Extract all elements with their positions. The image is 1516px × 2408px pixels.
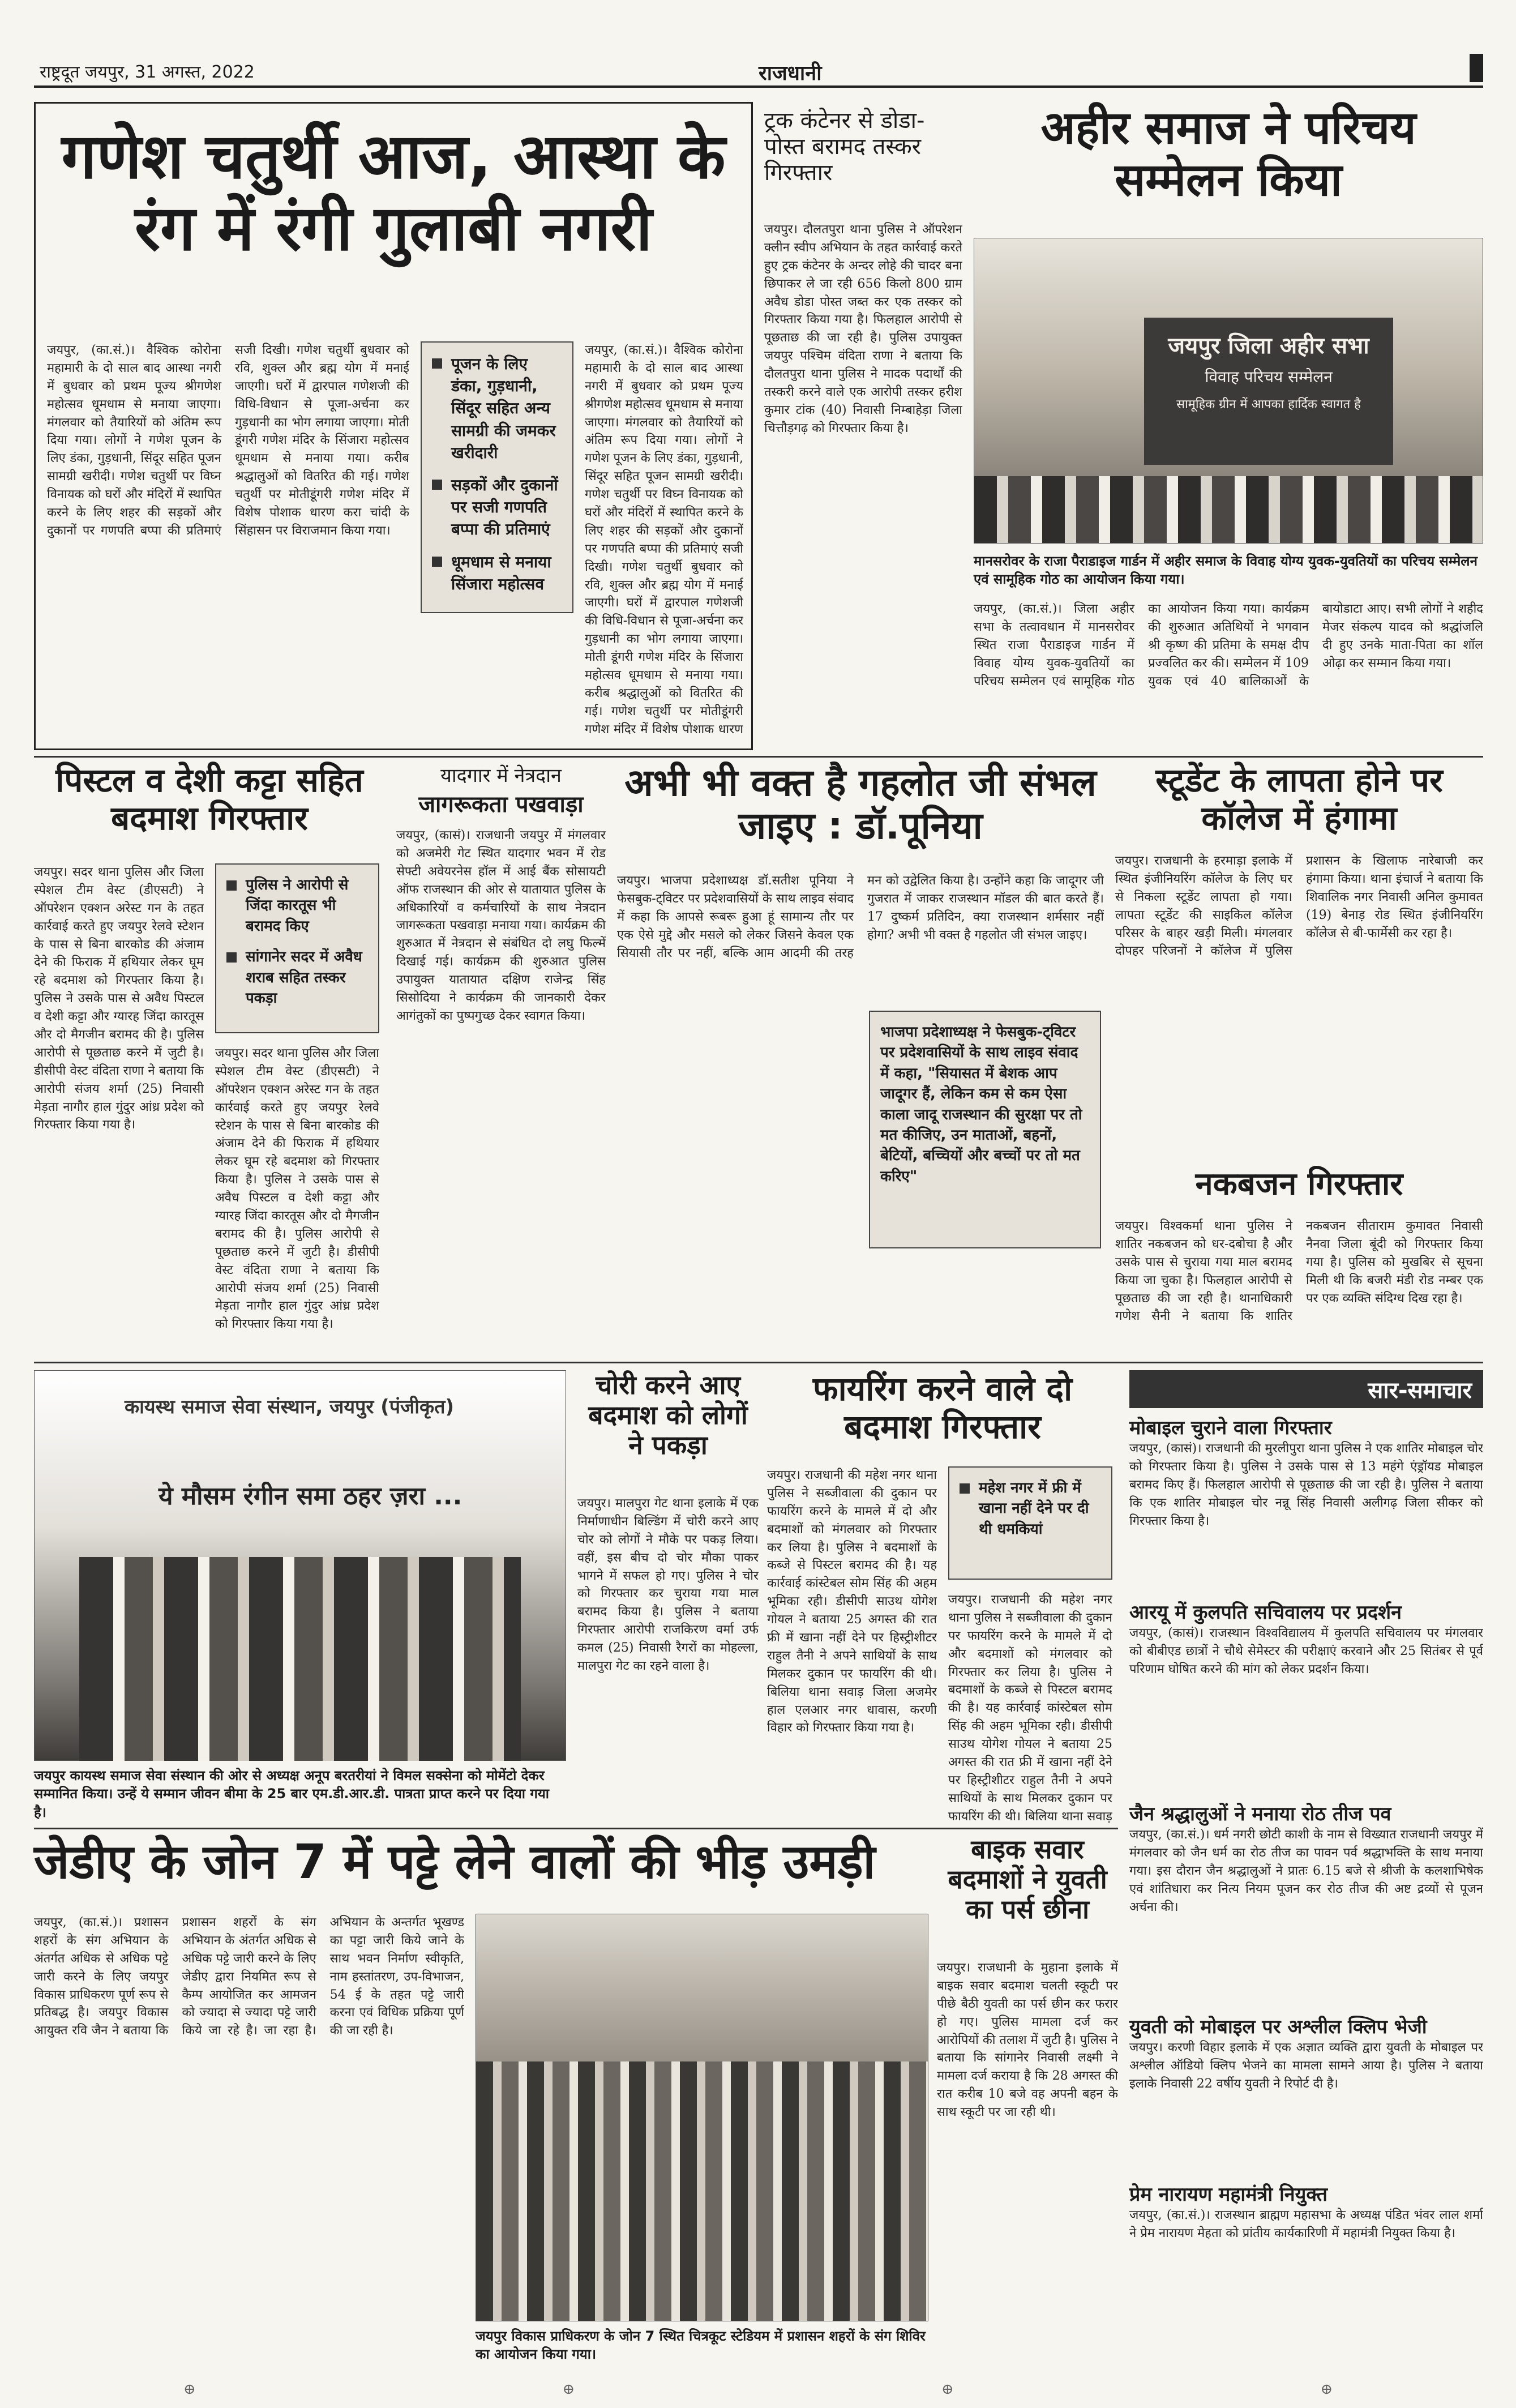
news-brief-column bbox=[1129, 1370, 1483, 2372]
brief-title: आरयू में कुलपति सचिवालय पर प्रदर्शन bbox=[1129, 1601, 1402, 1624]
masthead bbox=[34, 54, 1483, 88]
brief-title: जैन श्रद्धालुओं ने मनाया रोठ तीज पव bbox=[1129, 1803, 1391, 1825]
divider bbox=[34, 1828, 1118, 1829]
kayastha-banner-title: कायस्थ समाज सेवा संस्थान, जयपुर (पंजीकृत) bbox=[125, 1396, 455, 1418]
kayastha-caption: जयपुर कायस्थ समाज सेवा संस्थान की ओर से अध्यक्ष अनूप बरतरीयां ने विमल सक्सेना को मोमेंटो देकर सम्मानित किया। उन्हें ये सम्मान जीवन बीमा के 25 बार एम.डी.आर.डी. पात्रता प्राप्त करने पर दिया गया है। bbox=[34, 1768, 550, 1820]
divider bbox=[34, 1362, 1483, 1363]
bike-headline: बाइक सवार बदमाशों ने युवती का पर्स छीना bbox=[948, 1834, 1107, 1924]
truck-story bbox=[764, 108, 962, 750]
eye-body: जयपुर, (कासं)। राजधानी जयपुर में मंगलवार को अजमेरी गेट स्थित यादगार भवन में रोड सेफ्टी अवेयरनेस हॉल में आई बैंक सोसायटी ऑफ राजस्थान की ओर से यातायात पुलिस के अधिकारियों व कर्मचारियों के साथ नेत्रदान जागरूकता पखवाड़ा मनाया गया। कार्यक्रम की शुरुआत में नेत्रदान से संबंधित दो लघु फिल्में दिखाई गई। कार्यक्रम की शुरुआत पुलिस उपायुक्त यातायात दक्षिण राजेन्द्र सिंह सिसोदिया ने कार्यक्रम की जानकारी देकर आगंतुकों का पुष्पगुच्छ देकर स्वागत किया। bbox=[396, 828, 606, 1023]
brief-text: जयपुर, (का.सं.)। राजस्थान ब्राह्मण महासभा के अध्यक्ष पंडित भंवर लाल शर्मा ने प्रेम नारायण मेहता को प्रांतीय कार्यकारिणी में महामंत्री नियुक्त किया है। bbox=[1129, 2208, 1483, 2240]
crosshair-icon: ⊕ bbox=[562, 2381, 575, 2398]
highlight-item: पुलिस ने आरोपी से जिंदा कारतूस भी बरामद किए bbox=[226, 875, 368, 936]
pistol-body: जयपुर। सदर थाना पुलिस और जिला स्पेशल टीम वेस्ट (डीएसटी) ने ऑपरेशन एक्शन अरेस्ट गन के तहत कार्रवाई करते हुए जयपुर रेलवे स्टेशन के पास से बिना बारकोड की अंजाम देने की फिराक में हथियार लेकर घूम रहे बदमाश को गिरफ्तार किया है। पुलिस ने उसके पास से अवैध पिस्टल व देशी कट्टा और ग्यारह जिंदा कारतूस और दो मैगजीन बरामद की है। पुलिस आरोपी से पूछताछ करने में जुटी है। डीसीपी वेस्ट वंदिता राणा ने बताया कि आरोपी संजय शर्मा (25) निवासी मेड़ता नागौर हाल गुंदुर आंध्र प्रदेश को गिरफ्तार किया गया है। bbox=[34, 865, 204, 1132]
ahir-caption: मानसरोवर के राजा पैराडाइज गार्डन में अहीर समाज के विवाह योग्य युवक-युवतियों का परिचय सम्मेलन एवं सामूहिक गोठ का आयोजन किया गया। bbox=[974, 553, 1478, 588]
banner-sub: विवाह परिचय सम्मेलन bbox=[1205, 367, 1333, 386]
poonia-body: जयपुर। भाजपा प्रदेशाध्यक्ष डॉ.सतीश पूनिया ने फेसबुक-ट्विटर पर प्रदेशवासियों के साथ लाइव संवाद में कहा कि आपसे रूबरू हुआ हूं सामान्य तौर पर एक ऐसे मुद्दे और मसले को लेकर जिसने केवल एक सियासी तौर पर नहीं, बल्कि आम आदमी की तरह मन को उद्वेलित किया है। उन्होंने कहा कि जादूगर जी गुजरात में जाकर राजस्थान मॉडल की बात करते हैं। 17 दुष्कर्म प्रतिदिन, क्या राजस्थान शर्मसार नहीं होगा? अभी भी वक्त है गहलोत जी संभल जाइए। bbox=[617, 874, 1104, 960]
eye-kicker: यादगार में नेत्रदान bbox=[440, 764, 562, 787]
brief-text: जयपुर। करणी विहार इलाके में एक अज्ञात व्यक्ति द्वारा युवती के मोबाइल पर अश्लील ऑडियो क्लिप भेजने का मामला सामने आया है। पुलिस ने बताया इलाके निवासी 22 वर्षीय युवती ने रिपोर्ट दी है। bbox=[1129, 2041, 1483, 2091]
firing-body: जयपुर। राजधानी की महेश नगर थाना पुलिस ने सब्जीवाला की दुकान पर फायरिंग करने के मामले में दो और बदमाशों को मंगलवार को गिरफ्तार कर लिया है। पुलिस ने बदमाशों के कब्जे से पिस्टल बरामद की है। यह कार्रवाई कांस्टेबल सोम सिंह की अहम भूमिका रही। डीसीपी साउथ योगेश गोयल ने बताया 25 अगस्त की रात फ्री में खाना नहीं देने पर हिस्ट्रीशीटर राहुल तैनी ने अपने साथियों के साथ मिलकर दुकान पर फायरिंग की थी। बिलिया थाना सवाड़ जिला अजमेर हाल एलआर नगर धावास, करणी विहार को गिरफ्तार किया गया है। bbox=[767, 1468, 937, 1735]
kayastha-banner-sub: ये मौसम रंगीन समा ठहर ज़रा ... bbox=[159, 1482, 462, 1511]
ganesh-story bbox=[34, 102, 753, 750]
highlight-item: सड़कों और दुकानों पर सजी गणपति बप्पा की प्रतिमाएं bbox=[432, 474, 562, 541]
student-body: जयपुर। राजधानी के हरमाड़ा इलाके में स्थित इंजीनियरिंग कॉलेज के लिए घर से निकला स्टूडेंट लापता हो गया। लापता स्टूडेंट की साइकिल कॉलेज परिसर के बाहर खड़ी मिली। मंगलवार दोपहर परिजनों ने कॉलेज में पुलिस प्रशासन के खिलाफ नारेबाजी कर हंगामा किया। थाना इंचार्ज ने बताया कि शिवालिक नगर निवासी अनिल कुमावत (19) बेनाड़ रोड स्थित इंजीनियरिंग कॉलेज से बी-फार्मेसी कर रहा है। bbox=[1115, 854, 1483, 959]
brief-item bbox=[1129, 1598, 1483, 1794]
brief-title: प्रेम नारायण महामंत्री नियुक्त bbox=[1129, 2183, 1327, 2206]
crowd bbox=[476, 2061, 928, 2321]
group-people bbox=[79, 1557, 521, 1761]
ahir-headline: अहीर समाज ने परिचय सम्मेलन किया bbox=[1040, 101, 1416, 206]
pickpocket-body: जयपुर। विश्वकर्मा थाना पुलिस ने शातिर नकबजन को धर-दबोचा है और उसके पास से चुराया गया माल बरामद किया जा चुका है। फिलहाल आरोपी से पूछताछ की जा रही है। थानाधिकारी गणेश सैनी ने बताया कि शातिर नकबजन सीताराम कुमावत निवासी नैनवा जिला बूंदी को गिरफ्तार किया गया है। पुलिस को मुखबिर से सूचना मिली थी कि बजरी मंडी रोड नम्बर एक पर एक व्यक्ति संदिग्ध दिख रहा है। bbox=[1115, 1219, 1483, 1324]
brief-text: जयपुर, (का.सं.)। धर्म नगरी छोटी काशी के नाम से विख्यात राजधानी जयपुर में मंगलवार को जैन धर्म का रोठ तीज का पावन पर्व श्रद्धाभक्ति के साथ मनाया गया। इस दौरान जैन श्रद्धालुओं ने प्रातः 6.15 बजे से श्रीजी के कलशाभिषेक एवं शांतिधारा कर नित्य नियम पूजन कर रोठ तीज की अष्ट द्रव्यों से पूजन अर्चना की। bbox=[1129, 1828, 1483, 1914]
pickpocket-headline: नकबजन गिरफ्तार bbox=[1195, 1166, 1403, 1203]
masthead-date: राष्ट्रदूत जयपुर, 31 अगस्त, 2022 bbox=[40, 62, 255, 82]
firing-headline: फायरिंग करने वाले दो बदमाश गिरफ्तार bbox=[812, 1370, 1073, 1446]
eye-story bbox=[396, 762, 606, 1356]
poonia-quote-box: भाजपा प्रदेशाध्यक्ष ने फेसबुक-ट्विटर पर प्रदेशवासियों के साथ लाइव संवाद में कहा, "सियासत में बेशक आप जादूगर हैं, लेकिन कम से कम ऐसा काला जादू राजस्थान की सुरक्षा पर तो मत कीजिए, उन माताओं, बहनों, बेटियों, बच्चियों और बच्चों पर तो मत करिए" bbox=[869, 1011, 1101, 1248]
student-headline: स्टूडेंट के लापता होने पर कॉलेज में हंगामा bbox=[1155, 761, 1443, 837]
pickpocket-story bbox=[1115, 1166, 1483, 1356]
ganesh-body-cont: जयपुर, (का.सं.)। वैश्विक कोरोना महामारी के दो साल बाद आस्था नगरी में बुधवार को प्रथम पूज्य श्रीगणेश महोत्सव धूमधाम से मनाया जाएगा। मंगलवार को तैयारियों को अंतिम रूप दिया गया। लोगों ने गणेश पूजन के लिए डंका, गुड़धानी, सिंदूर सहित पूजन सामग्री खरीदी। गणेश चतुर्थी पर विघ्न विनायक को घरों और मंदिरों में स्थापित करने के लिए शहर की सड़कों और दुकानों पर गणपति बप्पा की प्रतिमाएं सजी दिखी। गणेश चतुर्थी बुधवार को रवि, शुक्ल और ब्रह्म योग में मनाई जाएगी। घरों में द्वारपाल गणेशजी की विधि-विधान से पूजा-अर्चना कर गुड़धानी का भोग लगाया जाएगा। मोती डूंगरी गणेश मंदिर के सिंजारा महोत्सव धूमधाम से मनाया गया। करीब श्रद्धालुओं को वितरित की गई। गणेश चतुर्थी पर मोतीडूंगरी गणेश मंदिर में विशेष पोशाक धारण bbox=[585, 343, 743, 737]
section-title: राजधानी bbox=[759, 62, 822, 85]
crosshair-icon: ⊕ bbox=[941, 2381, 954, 2398]
brief-text: जयपुर, (कासं)। राजस्थान विश्वविद्यालय में कुलपति सचिवालय पर मंगलवार को बीबीएड छात्रों ने चौथे सेमेस्टर की परीक्षाएं करवाने और 25 सितंबर से पूर्व परिणाम घोषित करने की मांग को लेकर प्रदर्शन किया। bbox=[1129, 1626, 1483, 1676]
highlight-item: धूमधाम से मनाया सिंजारा महोत्सव bbox=[432, 551, 562, 595]
theft-story bbox=[577, 1370, 759, 1823]
jda-story bbox=[34, 1834, 928, 2372]
people-row bbox=[974, 476, 1483, 544]
brief-item bbox=[1129, 1800, 1483, 2007]
highlight-item: सांगानेर सदर में अवैध शराब सहित तस्कर पकड़ा bbox=[226, 947, 368, 1008]
firing-highlight-box bbox=[948, 1466, 1112, 1580]
ahir-story bbox=[974, 102, 1483, 750]
ahir-photo bbox=[974, 238, 1483, 544]
student-story bbox=[1115, 762, 1483, 1158]
pistol-story bbox=[34, 762, 385, 1356]
pistol-body-cont: जयपुर। सदर थाना पुलिस और जिला स्पेशल टीम वेस्ट (डीएसटी) ने ऑपरेशन एक्शन अरेस्ट गन के तहत कार्रवाई करते हुए जयपुर रेलवे स्टेशन के पास से बिना बारकोड की अंजाम देने की फिराक में हथियार लेकर घूम रहे बदमाश को गिरफ्तार किया है। पुलिस ने उसके पास से अवैध पिस्टल व देशी कट्टा और ग्यारह जिंदा कारतूस और दो मैगजीन बरामद की है। पुलिस आरोपी से पूछताछ करने में जुटी है। डीसीपी वेस्ट वंदिता राणा ने बताया कि आरोपी संजय शर्मा (25) निवासी मेड़ता नागौर हाल गुंदुर आंध्र प्रदेश को गिरफ्तार किया गया है। bbox=[215, 1046, 379, 1332]
highlight-item: महेश नगर में फ्री में खाना नहीं देने पर दी थी धमकियां bbox=[960, 1478, 1101, 1539]
brief-title: युवती को मोबाइल पर अश्लील क्लिप भेजी bbox=[1129, 2016, 1427, 2038]
theft-headline: चोरी करने आए बदमाश को लोगों ने पकड़ा bbox=[588, 1370, 748, 1460]
banner-title: जयपुर जिला अहीर सभा bbox=[1168, 333, 1369, 359]
brief-item bbox=[1129, 2013, 1483, 2175]
ganesh-highlight-box bbox=[421, 341, 573, 613]
pistol-headline: पिस्टल व देशी कट्टा सहित बदमाश गिरफ्तार bbox=[55, 761, 363, 837]
pistol-highlight-box bbox=[215, 863, 379, 1033]
crosshair-icon: ⊕ bbox=[183, 2381, 196, 2398]
jda-caption: जयपुर विकास प्राधिकरण के जोन 7 स्थित चित्रकूट स्टेडियम में प्रशासन शहरों के संग शिविर का आयोजन किया गया। bbox=[476, 2328, 926, 2363]
highlight-item: पूजन के लिए डंका, गुड़धानी, सिंदूर सहित अन्य सामग्री की जमकर खरीदारी bbox=[432, 353, 562, 464]
kayastha-photo bbox=[34, 1370, 566, 1761]
truck-body: जयपुर। दौलतपुरा थाना पुलिस ने ऑपरेशन क्लीन स्वीप अभियान के तहत कार्रवाई करते हुए ट्रक कंटेनर के अन्दर लोहे की चादर बना छिपाकर ले जा रही 656 किलो 800 ग्राम अवैध डोडा पोस्त जब्त कर एक तस्कर को गिरफ्तार किया गया है। फिलहाल आरोपी से पूछताछ की जा रही है। पुलिस उपायुक्त जयपुर पश्चिम वंदिता राणा ने बताया कि दौलतपुरा थाना पुलिस ने मादक पदार्थों की तस्करी करने वाले एक आरोपी तस्कर हरीश कुमार टांक (40) निवासी निम्बाहेड़ा जिला चित्तौड़गढ़ को गिरफ्तार किया है। bbox=[764, 223, 962, 435]
news-brief-header: सार-समाचार bbox=[1129, 1370, 1483, 1408]
crosshair-icon: ⊕ bbox=[1320, 2381, 1333, 2398]
divider bbox=[34, 756, 1483, 758]
ahir-banner bbox=[1144, 318, 1393, 465]
poonia-story bbox=[617, 762, 1104, 1356]
ahir-body: जयपुर, (का.सं.)। जिला अहीर सभा के तत्वावधान में मानसरोवर स्थित राजा पैराडाइज गार्डन में विवाह योग्य युवक-युवतियों का परिचय सम्मेलन एवं सामूहिक गोठ का आयोजन किया गया। कार्यक्रम की शुरुआत अतिथियों ने भगवान श्री कृष्ण की प्रतिमा के समक्ष दीप प्रज्वलित कर की। सम्मेलन में 109 युवक एवं 40 बालिकाओं के बायोडाटा आए। सभी लोगों ने शहीद मेजर संकल्प यादव को श्रद्धांजलि दी हुए उनके माता-पिता का शॉल ओढ़ा कर सम्मान किया गया। bbox=[974, 602, 1483, 688]
footer-registration-marks bbox=[0, 2378, 1516, 2401]
jda-headline: जेडीए के जोन 7 में पट्टे लेने वालों की भीड़ उमड़ी bbox=[34, 1834, 876, 1889]
brief-title: मोबाइल चुराने वाला गिरफ्तार bbox=[1129, 1417, 1332, 1439]
poonia-headline: अभी भी वक्त है गहलोत जी संभल जाइए : डॉ.पूनिया bbox=[624, 761, 1097, 848]
theft-body: जयपुर। मालपुरा गेट थाना इलाके में एक निर्माणाधीन बिल्डिंग में चोरी करने आए चोर को लोगों ने मौके पर पकड़ लिया। वहीं, इस बीच दो चोर मौका पाकर भागने में सफल हो गए। पुलिस ने चोर को गिरफ्तार कर चुराया गया माल बरामद किया है। पुलिस ने बताया गिरफ्तार आरोपी राजकिरण वर्मा उर्फ कमल (25) निवासी रैगरों का मोहल्ला, मालपुरा गेट का रहने वाला है। bbox=[577, 1496, 759, 1674]
jda-body: जयपुर, (का.सं.)। प्रशासन शहरों के संग अभियान के अंतर्गत अधिक से अधिक पट्टे जारी करने के लिए जयपुर विकास प्राधिकरण पूर्ण रूप से प्रतिबद्ध है। जयपुर विकास आयुक्त रवि जैन ने बताया कि प्रशासन शहरों के संग अभियान के अंतर्गत अधिक से अधिक पट्टे जारी करने के लिए जेडीए द्वारा नियमित रूप से कैम्प आयोजित कर आमजन को ज्यादा से ज्यादा पट्टे जारी किये जा रहे है। जा रहा है। अभियान के अन्तर्गत भूखण्ड का पट्टा जारी किये जाने के साथ भवन निर्माण स्वीकृति, नाम हस्तांतरण, उप-विभाजन, 54 ई के तहत पट्टे जारी करना एवं विधिक प्रक्रिया पूर्ण की जा रही है। bbox=[34, 1915, 464, 2038]
firing-body-cont: जयपुर। राजधानी की महेश नगर थाना पुलिस ने सब्जीवाला की दुकान पर फायरिंग करने के मामले में दो और बदमाशों को मंगलवार को गिरफ्तार कर लिया है। पुलिस ने बदमाशों के कब्जे से पिस्टल बरामद की है। यह कार्रवाई कांस्टेबल सोम सिंह की अहम भूमिका रही। डीसीपी साउथ योगेश गोयल ने बताया 25 अगस्त की रात फ्री में खाना नहीं देने पर हिस्ट्रीशीटर राहुल तैनी ने अपने साथियों के साथ मिलकर दुकान पर फायरिंग की थी। बिलिया थाना सवाड़ bbox=[948, 1593, 1112, 1823]
ganesh-body: जयपुर, (का.सं.)। वैश्विक कोरोना महामारी के दो साल बाद आस्था नगरी में बुधवार को प्रथम पूज्य श्रीगणेश महोत्सव धूमधाम से मनाया जाएगा। मंगलवार को तैयारियों को अंतिम रूप दिया गया। लोगों ने गणेश पूजन के लिए डंका, गुड़धानी, सिंदूर सहित पूजन सामग्री खरीदी। गणेश चतुर्थी पर विघ्न विनायक को घरों और मंदिरों में स्थापित करने के लिए शहर की सड़कों और दुकानों पर गणपति बप्पा की प्रतिमाएं सजी दिखी। गणेश चतुर्थी बुधवार को रवि, शुक्ल और ब्रह्म योग में मनाई जाएगी। घरों में द्वारपाल गणेशजी की विधि-विधान से पूजा-अर्चना कर गुड़धानी का भोग लगाया जाएगा। मोती डूंगरी गणेश मंदिर के सिंजारा महोत्सव धूमधाम से मनाया गया। करीब श्रद्धालुओं को वितरित की गई। गणेश चतुर्थी पर मोतीडूंगरी गणेश मंदिर में विशेष पोशाक धारण करा चांदी के सिंहासन पर विराजमान किया गया। bbox=[47, 343, 409, 538]
bike-story bbox=[937, 1834, 1118, 2372]
jda-photo bbox=[476, 1914, 928, 2321]
banner-line: सामूहिक ग्रीन में आपका हार्दिक स्वागत है bbox=[1176, 397, 1361, 412]
kayastha-story bbox=[34, 1370, 566, 1823]
brief-text: जयपुर, (कासं)। राजधानी की मुरलीपुरा थाना पुलिस ने एक शातिर मोबाइल चोर को गिरफ्तार किया है। पुलिस ने उसके पास से 13 महंगे एंड्रॉयड मोबाइल बरामद किए हैं। फिलहाल आरोपी से पूछताछ की जा रही है। पुलिस ने बताया कि एक शातिर मोबाइल चोर नन्नू सिंह निवासी अलीगढ़ जिला सीकर को गिरफ्तार किया है। bbox=[1129, 1442, 1483, 1528]
eye-headline: जागरूकता पखवाड़ा bbox=[418, 792, 584, 818]
brief-item bbox=[1129, 1414, 1483, 1593]
bike-body: जयपुर। राजधानी के मुहाना इलाके में बाइक सवार बदमाश चलती स्कूटी पर पीछे बैठी युवती का पर्स छीन कर फरार हो गए। पुलिस मामला दर्ज कर आरोपियों की तलाश में जुटी है। पुलिस ने बताया कि सांगानेर निवासी लक्ष्मी ने मामला दर्ज कराया है कि 28 अगस्त की रात करीब 10 बजे वह अपनी बहन के साथ स्कूटी पर जा रही थी। bbox=[937, 1961, 1118, 2120]
truck-headline: ट्रक कंटेनर से डोडा-पोस्त बरामद तस्कर गिरफ्तार bbox=[764, 108, 925, 186]
brief-item bbox=[1129, 2180, 1483, 2320]
ganesh-headline: गणेश चतुर्थी आज, आस्था के रंग में रंगी गुलाबी नगरी bbox=[61, 120, 726, 264]
firing-story bbox=[767, 1370, 1118, 1823]
page-marker bbox=[1470, 54, 1483, 82]
